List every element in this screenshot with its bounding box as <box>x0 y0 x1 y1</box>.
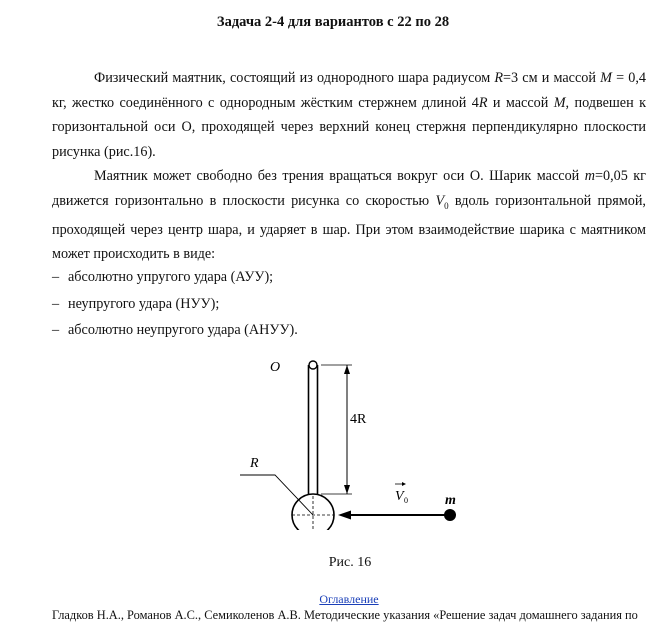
dim-arrow-bottom <box>344 485 350 494</box>
velocity-arrowhead <box>338 511 351 520</box>
collision-types-list <box>52 264 298 344</box>
figure-caption: Рис. 16 <box>328 555 372 570</box>
label-O: O <box>270 360 281 375</box>
dim-arrow-top <box>344 365 350 374</box>
problem-title: Задача 2-4 для вариантов с 22 по 28 <box>216 14 450 30</box>
label-4R: 4R <box>350 412 367 427</box>
label-R: R <box>250 456 259 471</box>
axis-pivot <box>309 361 317 369</box>
label-m: m <box>445 493 456 508</box>
paragraph-2: Маятник может свободно без трения вращаться вокруг оси О. Шарик массой m=0,05 кг движется горизонтально в плоскости рисунка со скоростью $V_0$ вдоль горизонтальной прямой, проходящей через центр шара, и ударяет в шар. При этом взаимодействие шарика с маятником может происходить в виде: <box>52 168 646 263</box>
list-item: – абсолютно неупругого удара (АНУУ). <box>52 322 298 338</box>
label-V-sub: 0 <box>404 496 408 505</box>
page-footer: Гладков Н.А., Романов А.С., Семиколенов А.В. Методические указания «Решение задач домашнего задания по <box>52 608 638 622</box>
list-item: – абсолютно упругого удара (АУУ); <box>52 269 274 285</box>
table-of-contents-link[interactable]: Оглавление <box>319 592 379 606</box>
list-item: – неупругого удара (НУУ); <box>52 295 220 312</box>
label-V: V <box>395 489 404 504</box>
paragraph-1: Физический маятник, состоящий из однородного шара радиусом R=3 см и массой M = 0,4 кг, жестко соединённого с однородным жёстким стержнем длиной 4R и массой M, подвешен к горизонтальной оси О, проходящей через верхний конец стержня перпендикулярно плоскости рисунка (рис.16). <box>52 70 646 160</box>
vector-mark-head <box>402 482 406 486</box>
small-ball-m <box>444 509 456 521</box>
pendulum-figure <box>230 350 470 530</box>
